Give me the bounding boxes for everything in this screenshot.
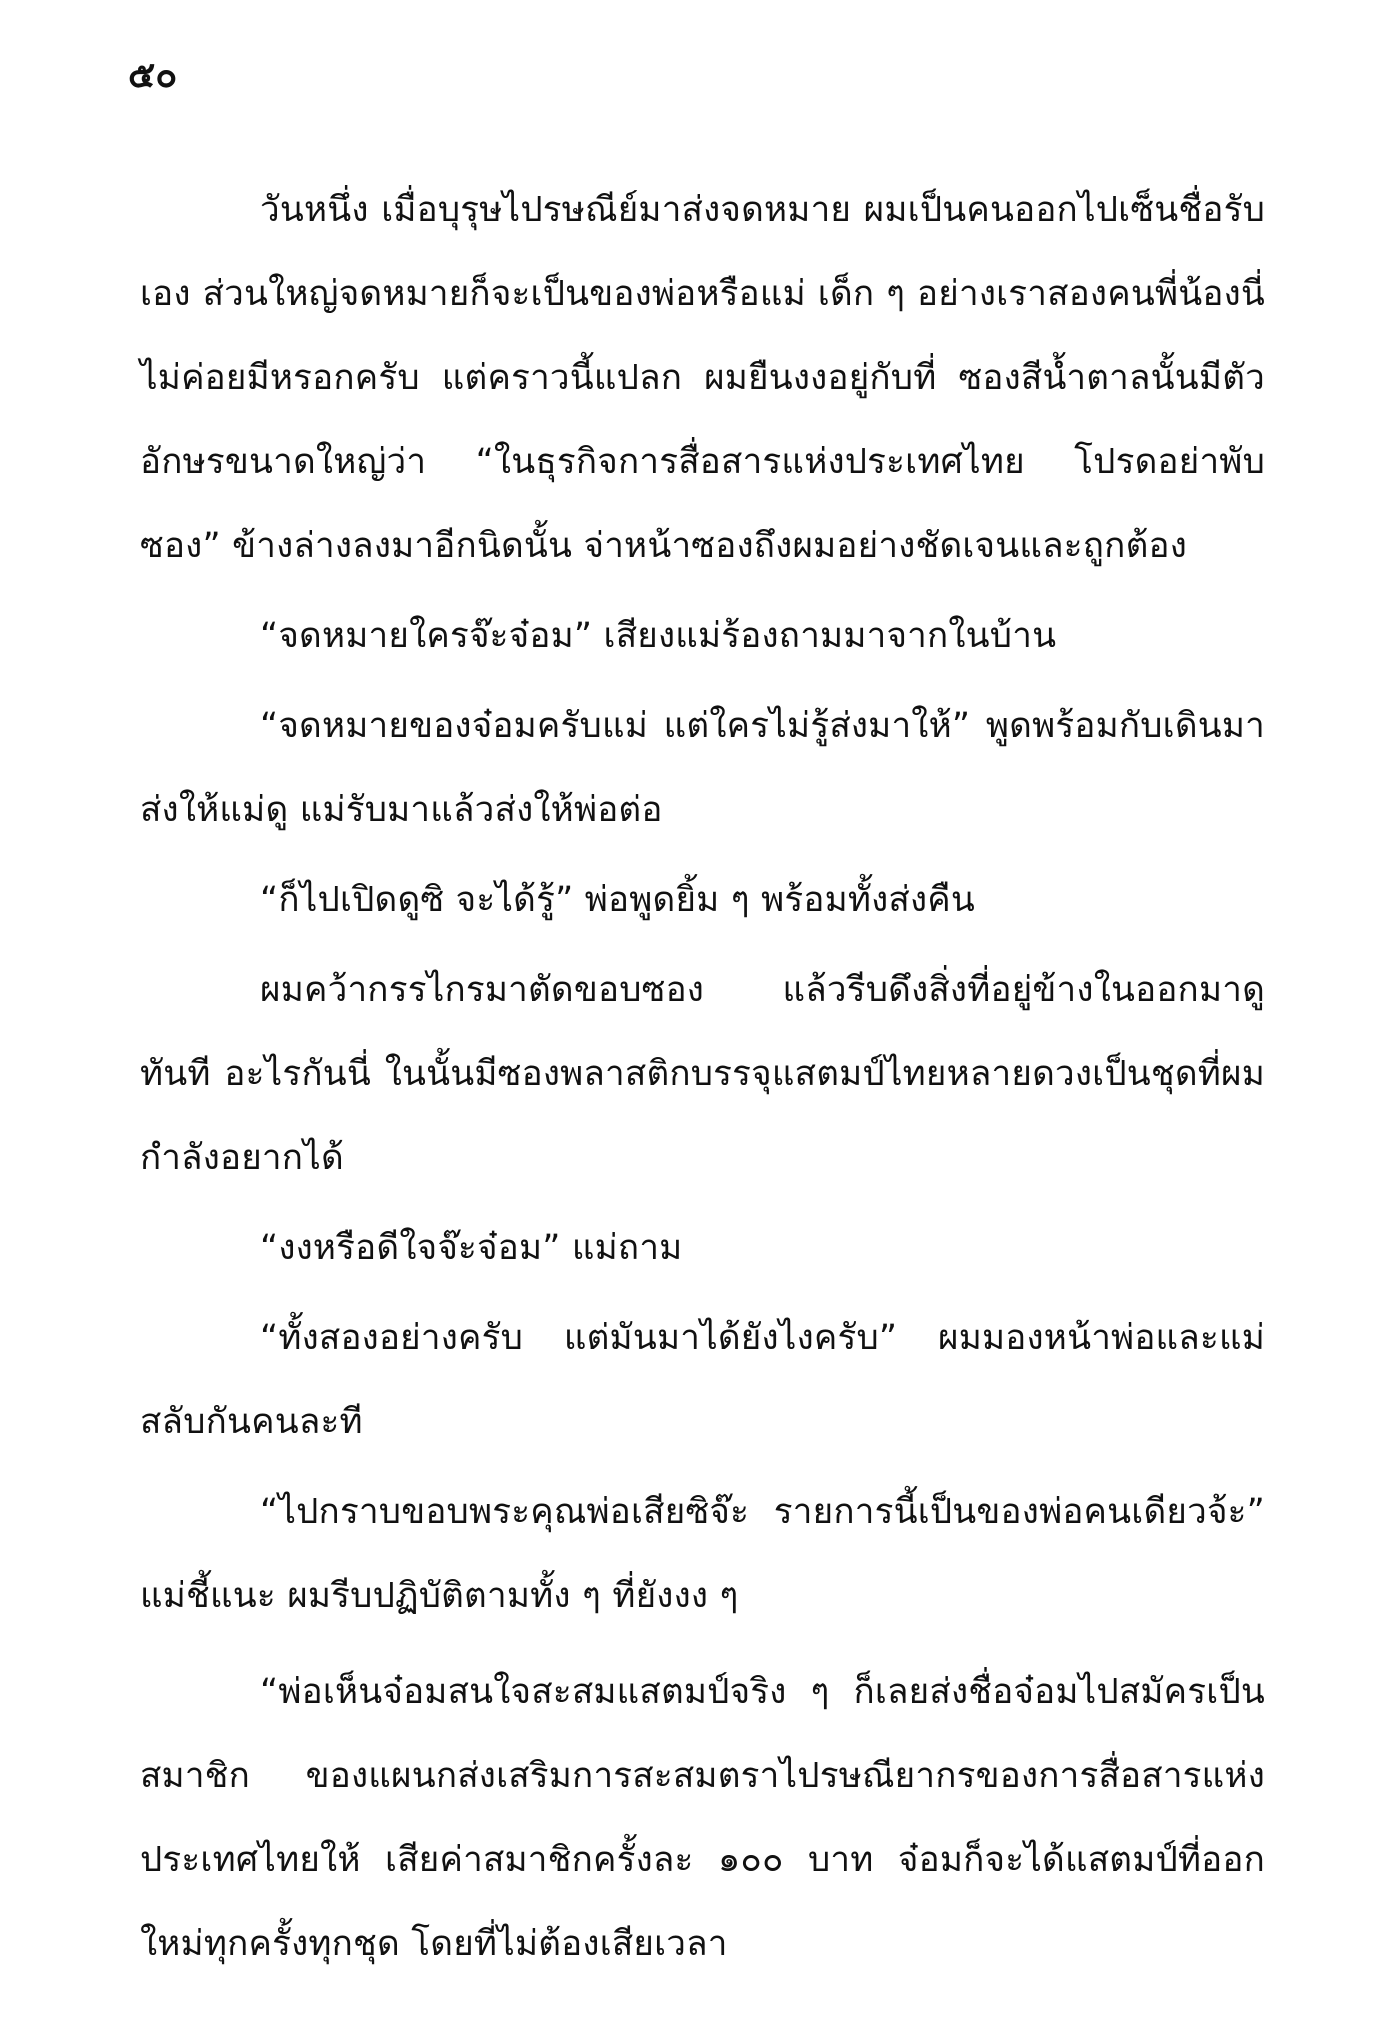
paragraph: “ก็ไปเปิดดูซิ จะได้รู้” พ่อพูดยิ้ม ๆ พร้อมทั้งส่งคืน	[260, 880, 975, 920]
paragraph: “จดหมายของจ๋อมครับแม่ แต่ใครไม่รู้ส่งมาให้” พูดพร้อมกับเดินมาส่งให้แม่ดู แม่รับมาแล้วส่งให้พ่อต่อ	[140, 706, 1265, 830]
paragraph: วันหนึ่ง เมื่อบุรุษไปรษณีย์มาส่งจดหมาย ผมเป็นคนออกไปเซ็นชื่อรับเอง ส่วนใหญ่จดหมายก็จะเป็นของพ่อหรือแม่ เด็ก ๆ อย่างเราสองคนพี่น้องนี่ ไม่ค่อยมีหรอกครับ แต่คราวนี้แปลก ผมยืนงงอยู่กับที่ ซองสีน้ำตาลนั้นมีตัวอักษรขนาดใหญ่ว่า “ในธุรกิจการสื่อสารแห่งประเทศไทย โปรดอย่าพับซอง” ข้างล่างลงมาอีกนิดนั้น จ่าหน้าซองถึงผมอย่างชัดเจนและถูกต้อง	[140, 190, 1265, 566]
page-number: ๕๐	[128, 55, 178, 96]
paragraph: ผมคว้ากรรไกรมาตัดขอบซอง แล้วรีบดึงสิ่งที่อยู่ข้างในออกมาดูทันที อะไรกันนี่ ในนั้นมีซองพลาสติกบรรจุแสตมป์ไทยหลายดวงเป็นชุดที่ผมกำลังอยากได้	[140, 970, 1265, 1178]
paragraph: “ไปกราบขอบพระคุณพ่อเสียซิจ๊ะ รายการนี้เป็นของพ่อคนเดียวจ้ะ” แม่ชี้แนะ ผมรีบปฏิบัติตามทั้ง ๆ ที่ยังงง ๆ	[140, 1492, 1265, 1616]
paragraph: “พ่อเห็นจ๋อมสนใจสะสมแสตมป์จริง ๆ ก็เลยส่งชื่อจ๋อมไปสมัครเป็นสมาชิก ของแผนกส่งเสริมการสะสมตราไปรษณียากรของการสื่อสารแห่งประเทศไทยให้ เสียค่าสมาชิกครั้งละ ๑๐๐ บาท จ๋อมก็จะได้แสตมป์ที่ออกใหม่ทุกครั้งทุกชุด โดยที่ไม่ต้องเสียเวลา	[140, 1672, 1265, 1964]
story-text	[140, 168, 1265, 1992]
paragraph: “งงหรือดีใจจ๊ะจ๋อม” แม่ถาม	[260, 1228, 683, 1268]
paragraph: “ทั้งสองอย่างครับ แต่มันมาได้ยังไงครับ” ผมมองหน้าพ่อและแม่สลับกันคนละที	[140, 1318, 1265, 1442]
paragraph: “จดหมายใครจ๊ะจ๋อม” เสียงแม่ร้องถามมาจากในบ้าน	[260, 616, 1057, 656]
